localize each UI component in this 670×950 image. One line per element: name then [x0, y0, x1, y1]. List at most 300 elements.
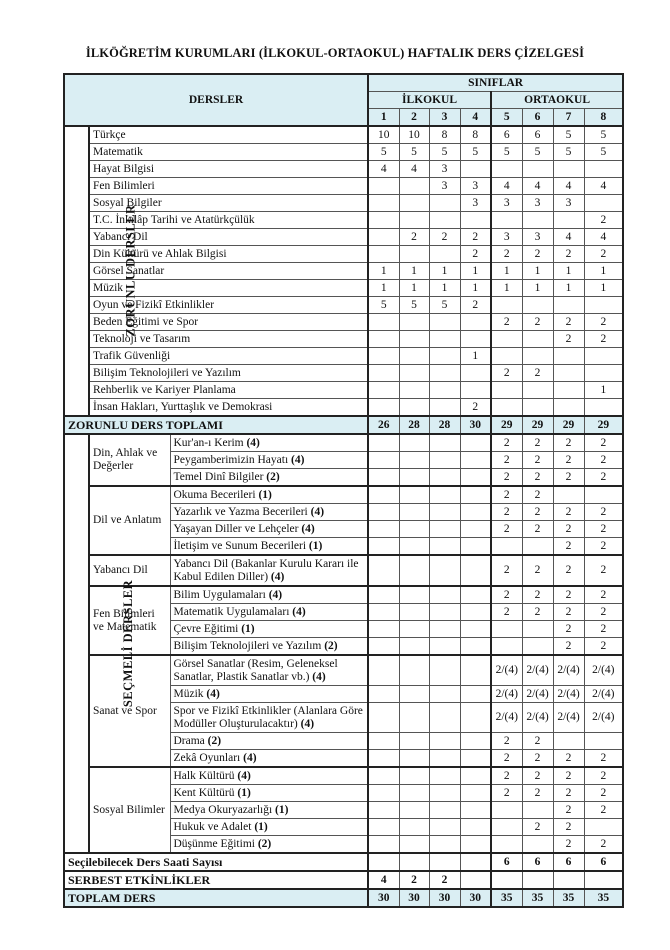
hours-grade-1 — [368, 212, 399, 229]
subject-name: Matematik — [89, 144, 368, 161]
subject-title: Yabancı Dil (Bakanlar Kurulu Kararı ile Kabul Edilen Diller) — [173, 557, 359, 583]
hours-grade-1: 1 — [368, 263, 399, 280]
hours-grade-6: 2 — [522, 586, 553, 604]
hours-grade-7: 1 — [553, 263, 584, 280]
subject-name — [170, 555, 368, 586]
subject-title: Yaşayan Diller ve Lehçeler — [173, 522, 299, 535]
hours-grade-6: 2 — [522, 819, 553, 836]
subject-title: Medya Okuryazarlığı — [173, 803, 273, 816]
hours-grade-3: 2 — [429, 229, 460, 246]
subject-name: Görsel Sanatlar — [89, 263, 368, 280]
elective-group-name: Dil ve Anlatım — [89, 486, 170, 555]
hours-grade-1 — [368, 767, 399, 785]
hours-grade-2: 28 — [399, 416, 429, 434]
hours-grade-4 — [460, 785, 491, 802]
hours-grade-1: 5 — [368, 144, 399, 161]
hours-grade-4 — [460, 604, 491, 621]
hours-grade-7: 2 — [553, 785, 584, 802]
grade-header-4: 4 — [460, 109, 491, 127]
hours-grade-4: 2 — [460, 297, 491, 314]
hours-grade-7: 2 — [553, 246, 584, 263]
table-row — [64, 331, 623, 348]
hours-grade-2 — [399, 331, 429, 348]
subject-name — [170, 767, 368, 785]
hours-grade-3 — [429, 785, 460, 802]
hours-grade-3: 8 — [429, 126, 460, 144]
hours-grade-3 — [429, 655, 460, 686]
subject-name: Fen Bilimleri — [89, 178, 368, 195]
subject-code: (4) — [243, 751, 257, 764]
hours-grade-3 — [429, 246, 460, 263]
hours-grade-2 — [399, 733, 429, 750]
hours-grade-2 — [399, 750, 429, 768]
hours-grade-6: 6 — [522, 853, 553, 871]
subject-code: (1) — [237, 786, 251, 799]
hours-grade-5: 2/(4) — [491, 686, 522, 703]
table-row — [64, 126, 623, 144]
subject-name: Trafik Güvenliği — [89, 348, 368, 365]
hours-grade-4 — [460, 819, 491, 836]
hours-grade-3 — [429, 504, 460, 521]
hours-grade-6: 2/(4) — [522, 655, 553, 686]
hours-grade-7: 2 — [553, 836, 584, 854]
hours-grade-1: 26 — [368, 416, 399, 434]
hours-grade-5 — [491, 348, 522, 365]
subject-name — [170, 819, 368, 836]
hours-grade-1 — [368, 538, 399, 556]
hours-grade-7 — [553, 297, 584, 314]
hours-grade-8: 1 — [584, 280, 623, 297]
weekly-schedule-table — [63, 73, 624, 908]
subject-name: Müzik — [89, 280, 368, 297]
subject-code: (4) — [310, 505, 325, 518]
hours-grade-6: 29 — [522, 416, 553, 434]
subject-title: Müzik — [173, 687, 204, 700]
subject-name — [170, 469, 368, 487]
hours-grade-6: 2 — [522, 767, 553, 785]
hours-grade-5: 35 — [491, 889, 522, 907]
hours-grade-4 — [460, 434, 491, 452]
hours-grade-5 — [491, 331, 522, 348]
hours-grade-5: 2 — [491, 434, 522, 452]
grade-header-6: 6 — [522, 109, 553, 127]
hours-grade-4 — [460, 703, 491, 733]
hours-grade-3: 30 — [429, 889, 460, 907]
hours-grade-7 — [553, 348, 584, 365]
hours-grade-1 — [368, 195, 399, 212]
hours-grade-7: 2 — [553, 452, 584, 469]
hours-grade-7: 2 — [553, 504, 584, 521]
hours-grade-8: 2 — [584, 469, 623, 487]
hours-grade-6 — [522, 297, 553, 314]
hours-grade-8: 2 — [584, 246, 623, 263]
hours-grade-4 — [460, 382, 491, 399]
hours-grade-7: 2 — [553, 314, 584, 331]
hours-grade-5: 2 — [491, 314, 522, 331]
table-row — [64, 486, 623, 504]
hours-grade-1 — [368, 178, 399, 195]
hours-grade-8: 5 — [584, 144, 623, 161]
hours-grade-5: 2 — [491, 586, 522, 604]
subject-name — [170, 538, 368, 556]
hours-grade-4 — [460, 836, 491, 854]
table-row — [64, 655, 623, 686]
hours-grade-2 — [399, 195, 429, 212]
hours-grade-5: 2 — [491, 452, 522, 469]
hours-grade-2 — [399, 555, 429, 586]
hours-grade-8: 2 — [584, 767, 623, 785]
hours-grade-2: 2 — [399, 229, 429, 246]
hours-grade-6: 1 — [522, 263, 553, 280]
hours-grade-5: 2 — [491, 246, 522, 263]
hours-grade-8 — [584, 195, 623, 212]
hours-grade-2 — [399, 212, 429, 229]
subject-name: Sosyal Bilgiler — [89, 195, 368, 212]
subject-code: (4) — [300, 717, 315, 730]
hours-grade-6: 2 — [522, 785, 553, 802]
hours-grade-2 — [399, 469, 429, 487]
hours-grade-3 — [429, 819, 460, 836]
hours-grade-4 — [460, 802, 491, 819]
footer-row-label: Seçilebilecek Ders Saati Sayısı — [64, 853, 368, 871]
subject-title: Bilişim Teknolojileri ve Yazılım — [173, 639, 322, 652]
hours-grade-4 — [460, 486, 491, 504]
table-row — [64, 348, 623, 365]
hours-grade-4 — [460, 655, 491, 686]
hours-grade-4 — [460, 521, 491, 538]
table-row — [64, 263, 623, 280]
hours-grade-8 — [584, 365, 623, 382]
hours-grade-5 — [491, 399, 522, 417]
hours-grade-5 — [491, 621, 522, 638]
table-row — [64, 434, 623, 452]
footer-row — [64, 871, 623, 889]
hours-grade-7 — [553, 871, 584, 889]
subject-name: Hayat Bilgisi — [89, 161, 368, 178]
hours-grade-3 — [429, 399, 460, 417]
hours-grade-1 — [368, 399, 399, 417]
hours-grade-3 — [429, 621, 460, 638]
hours-grade-1 — [368, 802, 399, 819]
hours-grade-6: 2/(4) — [522, 686, 553, 703]
hours-grade-8: 1 — [584, 263, 623, 280]
compulsory-total-label: ZORUNLU DERS TOPLAMI — [64, 416, 368, 434]
subject-name: Rehberlik ve Kariyer Planlama — [89, 382, 368, 399]
hours-grade-5: 2 — [491, 365, 522, 382]
hours-grade-7: 2 — [553, 555, 584, 586]
hours-grade-7: 2 — [553, 819, 584, 836]
hours-grade-1 — [368, 655, 399, 686]
hours-grade-5 — [491, 538, 522, 556]
hours-grade-6 — [522, 621, 553, 638]
hours-grade-3 — [429, 212, 460, 229]
hours-grade-5 — [491, 297, 522, 314]
table-row — [64, 246, 623, 263]
hours-grade-3: 1 — [429, 263, 460, 280]
hours-grade-7 — [553, 486, 584, 504]
hours-grade-8: 2/(4) — [584, 655, 623, 686]
hours-grade-7: 2 — [553, 521, 584, 538]
hours-grade-8: 2 — [584, 586, 623, 604]
grade-header-1: 1 — [368, 109, 399, 127]
hours-grade-6: 2 — [522, 750, 553, 768]
hours-grade-4 — [460, 555, 491, 586]
table-row — [64, 161, 623, 178]
subject-title: Görsel Sanatlar (Resim, Geleneksel Sanatlar, Plastik Sanatlar vb.) — [173, 657, 338, 683]
hours-grade-2 — [399, 655, 429, 686]
hours-grade-3 — [429, 434, 460, 452]
hours-grade-6 — [522, 212, 553, 229]
hours-grade-8 — [584, 297, 623, 314]
hours-grade-7: 4 — [553, 178, 584, 195]
subject-name — [170, 521, 368, 538]
hours-grade-7 — [553, 212, 584, 229]
subject-name — [170, 434, 368, 452]
hours-grade-1 — [368, 621, 399, 638]
subject-name: İnsan Hakları, Yurttaşlık ve Demokrasi — [89, 399, 368, 417]
hours-grade-8: 4 — [584, 229, 623, 246]
hours-grade-5: 2/(4) — [491, 655, 522, 686]
hours-grade-1 — [368, 686, 399, 703]
hours-grade-2 — [399, 767, 429, 785]
hours-grade-3 — [429, 469, 460, 487]
hours-grade-1: 5 — [368, 297, 399, 314]
hours-grade-6: 3 — [522, 195, 553, 212]
hours-grade-3 — [429, 331, 460, 348]
hours-grade-7: 1 — [553, 280, 584, 297]
hours-grade-3 — [429, 538, 460, 556]
hours-grade-8: 2 — [584, 434, 623, 452]
hours-grade-2 — [399, 348, 429, 365]
hours-grade-1 — [368, 703, 399, 733]
hours-grade-6: 2 — [522, 452, 553, 469]
table-row — [64, 178, 623, 195]
grade-header-2: 2 — [399, 109, 429, 127]
hours-grade-5 — [491, 638, 522, 656]
dersler-header: DERSLER — [64, 74, 368, 126]
hours-grade-5: 1 — [491, 263, 522, 280]
hours-grade-3 — [429, 604, 460, 621]
hours-grade-6: 2 — [522, 469, 553, 487]
subject-code: (4) — [312, 670, 326, 683]
hours-grade-2 — [399, 604, 429, 621]
hours-grade-8: 2 — [584, 331, 623, 348]
hours-grade-1 — [368, 348, 399, 365]
subject-name: Türkçe — [89, 126, 368, 144]
hours-grade-4: 2 — [460, 399, 491, 417]
hours-grade-8: 29 — [584, 416, 623, 434]
subject-code: (2) — [207, 734, 222, 747]
hours-grade-7: 2 — [553, 638, 584, 656]
subject-name: Beden Eğitimi ve Spor — [89, 314, 368, 331]
hours-grade-8: 2 — [584, 785, 623, 802]
table-row — [64, 212, 623, 229]
hours-grade-4 — [460, 331, 491, 348]
subject-name: Teknoloji ve Tasarım — [89, 331, 368, 348]
hours-grade-8 — [584, 161, 623, 178]
hours-grade-6 — [522, 382, 553, 399]
subject-code: (4) — [206, 687, 220, 700]
table-row — [64, 365, 623, 382]
hours-grade-1: 1 — [368, 280, 399, 297]
hours-grade-6: 2 — [522, 733, 553, 750]
hours-grade-8: 4 — [584, 178, 623, 195]
hours-grade-8: 2 — [584, 621, 623, 638]
hours-grade-5: 1 — [491, 280, 522, 297]
hours-grade-8 — [584, 399, 623, 417]
hours-grade-1 — [368, 604, 399, 621]
hours-grade-4 — [460, 314, 491, 331]
hours-grade-1: 30 — [368, 889, 399, 907]
table-row — [64, 382, 623, 399]
subject-name: T.C. İnkılâp Tarihi ve Atatürkçülük — [89, 212, 368, 229]
hours-grade-2: 5 — [399, 297, 429, 314]
subject-code: (4) — [270, 570, 285, 583]
subject-title: Spor ve Fizikî Etkinlikler (Alanlara Göre Modüller Oluşturulacaktır) — [173, 704, 363, 730]
subject-name — [170, 703, 368, 733]
hours-grade-2 — [399, 703, 429, 733]
subject-name — [170, 638, 368, 656]
hours-grade-2: 5 — [399, 144, 429, 161]
page-title: İLKÖĞRETİM KURUMLARI (İLKOKUL-ORTAOKUL) HAFTALIK DERS ÇİZELGESİ — [85, 46, 585, 60]
footer-row — [64, 853, 623, 871]
hours-grade-8: 2/(4) — [584, 703, 623, 733]
table-row — [64, 314, 623, 331]
hours-grade-3 — [429, 802, 460, 819]
hours-grade-4: 30 — [460, 889, 491, 907]
hours-grade-1: 4 — [368, 161, 399, 178]
subject-code: (2) — [324, 639, 338, 652]
hours-grade-3 — [429, 314, 460, 331]
hours-grade-7: 2 — [553, 469, 584, 487]
hours-grade-4 — [460, 638, 491, 656]
hours-grade-1 — [368, 853, 399, 871]
hours-grade-1: 4 — [368, 871, 399, 889]
grade-header-8: 8 — [584, 109, 623, 127]
hours-grade-8: 2 — [584, 802, 623, 819]
subject-code: (2) — [266, 470, 280, 483]
hours-grade-8: 35 — [584, 889, 623, 907]
hours-grade-5 — [491, 871, 522, 889]
hours-grade-4 — [460, 504, 491, 521]
hours-grade-1 — [368, 750, 399, 768]
hours-grade-7: 2 — [553, 767, 584, 785]
hours-grade-5: 4 — [491, 178, 522, 195]
subject-code: (1) — [275, 803, 289, 816]
hours-grade-4 — [460, 686, 491, 703]
hours-grade-4: 8 — [460, 126, 491, 144]
hours-grade-5: 2 — [491, 521, 522, 538]
hours-grade-4 — [460, 767, 491, 785]
hours-grade-4: 1 — [460, 280, 491, 297]
hours-grade-2: 1 — [399, 280, 429, 297]
grade-header-7: 7 — [553, 109, 584, 127]
subject-code: (1) — [254, 820, 268, 833]
hours-grade-4: 5 — [460, 144, 491, 161]
hours-grade-7: 4 — [553, 229, 584, 246]
subject-name: Bilişim Teknolojileri ve Yazılım — [89, 365, 368, 382]
subject-title: Halk Kültürü — [173, 769, 235, 782]
ilkokul-header: İLKOKUL — [368, 92, 491, 109]
hours-grade-4: 1 — [460, 348, 491, 365]
subject-name: Yabancı Dil — [89, 229, 368, 246]
subject-name — [170, 836, 368, 854]
hours-grade-4: 3 — [460, 178, 491, 195]
hours-grade-3: 2 — [429, 871, 460, 889]
subject-code: (4) — [292, 605, 306, 618]
subject-name — [170, 504, 368, 521]
subject-title: Drama — [173, 734, 205, 747]
hours-grade-5: 2 — [491, 733, 522, 750]
hours-grade-7: 2 — [553, 604, 584, 621]
hours-grade-8: 2 — [584, 836, 623, 854]
hours-grade-6 — [522, 802, 553, 819]
hours-grade-3 — [429, 452, 460, 469]
hours-grade-6 — [522, 836, 553, 854]
subject-code: (4) — [237, 769, 251, 782]
hours-grade-8: 2 — [584, 604, 623, 621]
subject-name — [170, 452, 368, 469]
hours-grade-3 — [429, 382, 460, 399]
hours-grade-3 — [429, 195, 460, 212]
elective-group-name: Din, Ahlak ve Değerler — [89, 434, 170, 486]
subject-name — [170, 802, 368, 819]
hours-grade-2 — [399, 382, 429, 399]
subject-title: Zekâ Oyunları — [173, 751, 241, 764]
hours-grade-7: 2 — [553, 750, 584, 768]
hours-grade-1: 10 — [368, 126, 399, 144]
subject-code: (1) — [308, 539, 323, 552]
hours-grade-5: 2 — [491, 767, 522, 785]
hours-grade-8: 2 — [584, 750, 623, 768]
hours-grade-8: 2 — [584, 212, 623, 229]
hours-grade-1 — [368, 819, 399, 836]
hours-grade-4 — [460, 538, 491, 556]
hours-grade-5: 6 — [491, 853, 522, 871]
hours-grade-3 — [429, 750, 460, 768]
hours-grade-2 — [399, 853, 429, 871]
hours-grade-4 — [460, 469, 491, 487]
footer-row-label: TOPLAM DERS — [64, 889, 368, 907]
hours-grade-5 — [491, 382, 522, 399]
hours-grade-7: 5 — [553, 126, 584, 144]
subject-name — [170, 486, 368, 504]
hours-grade-6: 2 — [522, 434, 553, 452]
hours-grade-6: 2 — [522, 486, 553, 504]
hours-grade-1 — [368, 486, 399, 504]
elective-group-name: Fen Bilimleri ve Matematik — [89, 586, 170, 655]
hours-grade-7: 2/(4) — [553, 703, 584, 733]
hours-grade-2 — [399, 686, 429, 703]
hours-grade-7 — [553, 161, 584, 178]
table-row — [64, 195, 623, 212]
subject-title: Okuma Becerileri — [173, 488, 256, 501]
hours-grade-1 — [368, 229, 399, 246]
hours-grade-2: 30 — [399, 889, 429, 907]
hours-grade-6 — [522, 638, 553, 656]
hours-grade-4 — [460, 853, 491, 871]
table-row — [64, 297, 623, 314]
hours-grade-4 — [460, 365, 491, 382]
elective-group-name: Yabancı Dil — [89, 555, 170, 586]
hours-grade-3: 3 — [429, 161, 460, 178]
hours-grade-3 — [429, 555, 460, 586]
hours-grade-3 — [429, 638, 460, 656]
hours-grade-7 — [553, 365, 584, 382]
subject-title: İletişim ve Sunum Becerileri — [173, 539, 307, 552]
hours-grade-1 — [368, 434, 399, 452]
hours-grade-7: 29 — [553, 416, 584, 434]
